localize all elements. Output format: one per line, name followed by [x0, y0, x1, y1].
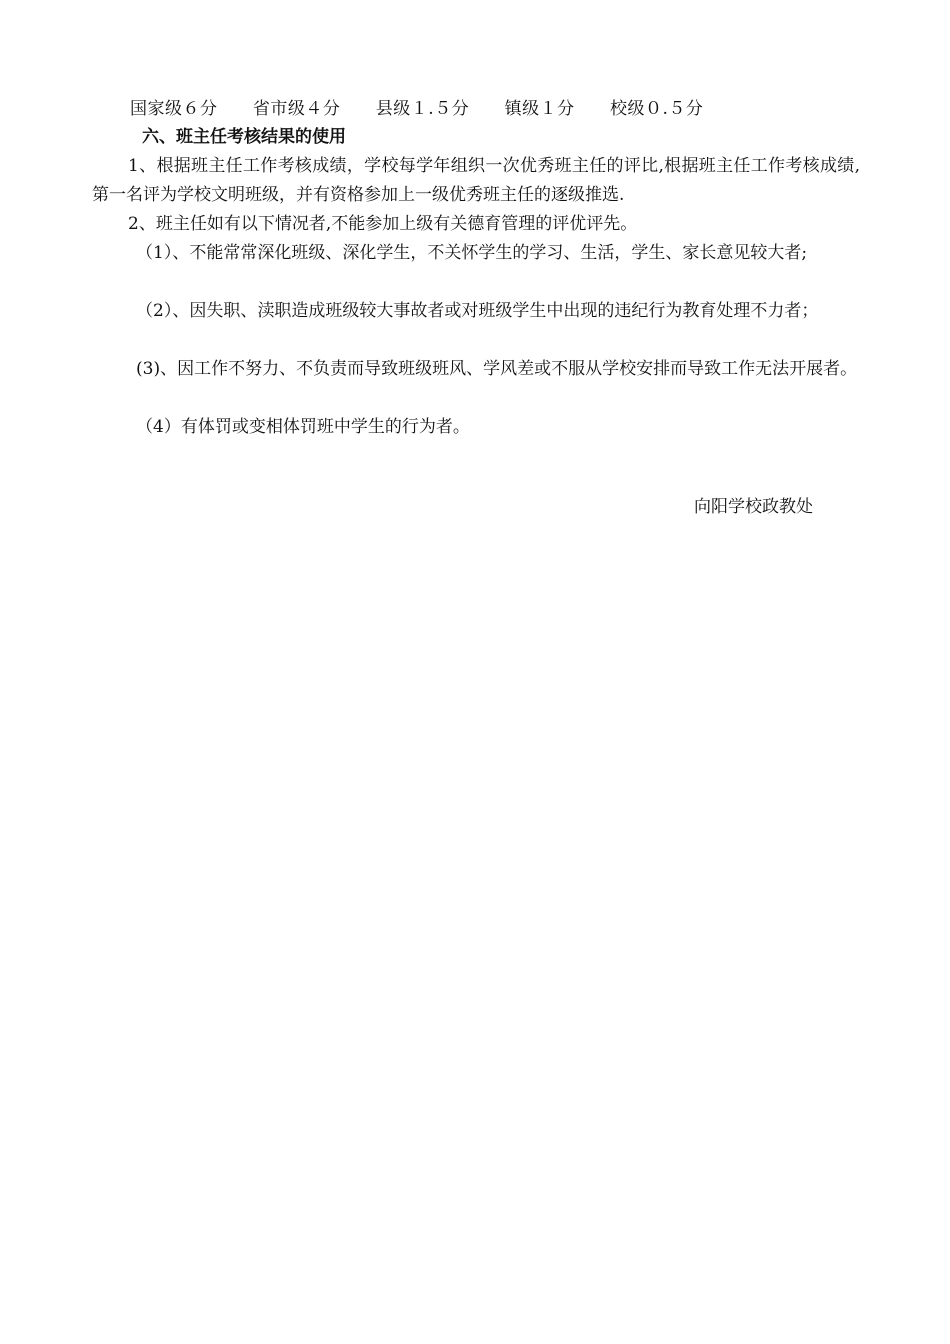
section-heading: 六、班主任考核结果的使用 [142, 127, 346, 147]
list-item: （2）、因失职、渎职造成班级较大事故者或对班级学生中出现的违纪行为教育处理不力者； [136, 301, 819, 321]
list-item: (3)、因工作不努力、不负责而导致班级班风、学风差或不服从学校安排而导致工作无法开展者。 [136, 359, 858, 379]
score-town: 镇级１分 [504, 99, 575, 119]
score-county: 县级１.５分 [375, 99, 470, 119]
score-provincial: 省市级４分 [252, 99, 341, 119]
score-national: 国家级６分 [130, 99, 218, 119]
list-item: （4）有体罚或变相体罚班中学生的行为者。 [136, 417, 470, 437]
list-item: （1）、不能常常深化班级、深化学生，不关怀学生的学习、生活，学生、家长意见较大者; [136, 243, 808, 263]
signature: 向阳学校政教处 [694, 497, 813, 517]
score-school: 校级０.５分 [610, 99, 704, 119]
paragraph-evaluation: 1、根据班主任工作考核成绩，学校每学年组织一次优秀班主任的评比,根据班主任工作考核成绩,第一名评为学校文明班级，并有资格参加上一级优秀班主任的逐级推选. [92, 156, 860, 205]
paragraph-disqualification: 2、班主任如有以下情况者,不能参加上级有关德育管理的评优评先。 [128, 214, 638, 234]
award-score-list [130, 96, 733, 122]
